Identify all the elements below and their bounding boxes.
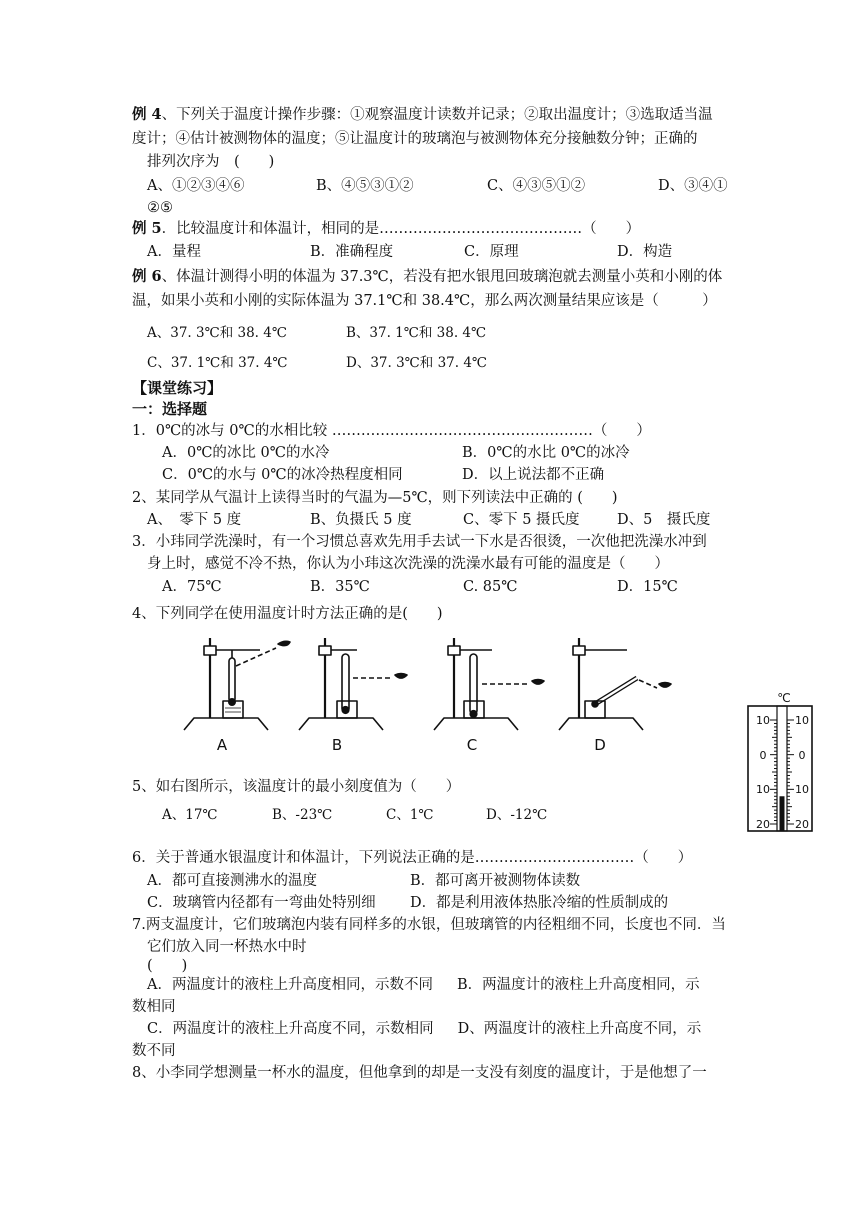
ex4-text-1: 、下列关于温度计操作步骤：①观察温度计读数并记录；②取出温度计；③选取适当温 [161, 107, 713, 123]
thermometer-figure [742, 688, 818, 834]
setup-d [559, 638, 671, 730]
q2-option-b: B、负摄氏 5 度 [310, 512, 412, 528]
scale-label-left-10: 10 [756, 714, 770, 727]
q7-line3: ( ) [147, 958, 188, 974]
q5-option-c: C、1℃ [386, 807, 434, 823]
ex5-text: ．比较温度计和体温计，相同的是……………………………………（ ） [161, 221, 641, 237]
q7-option-b-cont: 数相同 [132, 999, 176, 1015]
scale-label-right-neg20: 20 [795, 818, 809, 831]
scale-label-left-neg10: 10 [756, 783, 770, 796]
q2-option-d: D、5 摄氏度 [617, 512, 711, 528]
q6-option-d: D．都是利用液体热胀冷缩的性质制成的 [410, 895, 669, 911]
ex5-option-a: A．量程 [147, 244, 201, 260]
ex6-option-a: A、37. 3℃和 38. 4℃ [147, 325, 287, 341]
ex6-option-c: C、37. 1℃和 37. 4℃ [147, 355, 288, 371]
ex4-option-d: D、③④① [658, 178, 728, 194]
section-subtitle: 一：选择题 [132, 400, 208, 418]
q1-option-d: D．以上说法都不正确 [462, 467, 605, 483]
fig-label-a: A [216, 736, 228, 754]
scale-label-left-0: 0 [759, 749, 767, 762]
q6-question: 6．关于普通水银温度计和体温计，下列说法正确的是……………………………（ ） [132, 850, 693, 866]
q7-line1: 7.两支温度计，它们玻璃泡内装有同样多的水银，但玻璃管的内径粗细不同，长度也不同．当 [132, 917, 726, 933]
q1-option-b: B．0℃的水比 0℃的冰冷 [462, 445, 630, 461]
mercury-column [780, 796, 785, 831]
q3-line2: 身上时，感觉不冷不热，你认为小玮这次洗澡的洗澡水最有可能的温度是（ ） [147, 556, 669, 572]
q6-option-a: A．都可直接测沸水的温度 [147, 873, 317, 889]
q3-option-d: D．15℃ [617, 579, 678, 595]
q7-line2: 它们放入同一杯热水中时 [147, 939, 307, 955]
ex4-option-c: C、④③⑤①② [487, 178, 586, 194]
ex5-option-b: B．准确程度 [310, 244, 394, 260]
q2-option-c: C、零下 5 摄氏度 [463, 512, 580, 528]
ex5-question [132, 219, 640, 239]
q7-option-d-cont: 数不同 [132, 1043, 176, 1059]
q5-option-d: D、-12℃ [486, 807, 548, 823]
q7-option-c [132, 1019, 701, 1039]
q3-option-b: B．35℃ [310, 579, 370, 595]
q7-option-c-text: C．两温度计的液柱上升高度不同，示数相同 [147, 1021, 434, 1037]
q6-option-c: C．玻璃管内径都有一弯曲处特别细 [147, 895, 376, 911]
ex4-line1 [132, 105, 713, 125]
fig-label-d: D [594, 736, 606, 754]
q8-line1: 8、小李同学想测量一杯水的温度，但他拿到的却是一支没有刻度的温度计，于是他想了一 [132, 1065, 707, 1081]
q3-option-c: C. 85℃ [463, 579, 518, 595]
scale-label-right-0: 0 [798, 749, 806, 762]
q2-option-a: A、 零下 5 度 [147, 512, 242, 528]
ex6-option-b: B、37. 1℃和 38. 4℃ [346, 325, 487, 341]
ex4-line2: 度计；④估计被测物体的温度；⑤让温度计的玻璃泡与被测物体充分接触数分钟；正确的 [132, 131, 698, 147]
q4-figure [180, 628, 680, 758]
ex6-label: 例 6 [132, 268, 162, 285]
scale-label-right-neg10: 10 [795, 783, 809, 796]
q7-option-a-text: A．两温度计的液柱上升高度相同，示数不同 [147, 977, 433, 993]
q7-option-a [132, 975, 700, 995]
left-ticks [770, 720, 777, 824]
q5-question: 5、如右图所示，该温度计的最小刻度值为（ ） [132, 779, 461, 795]
ex5-option-d: D．构造 [617, 244, 673, 260]
section-title: 【课堂练习】 [132, 379, 223, 397]
q3-option-a: A．75℃ [162, 579, 222, 595]
thermometer-unit: ℃ [777, 691, 791, 705]
q7-option-b-text: B．两温度计的液柱上升高度相同，示 [456, 977, 700, 993]
ex4-line3: 排列次序为 ( ) [147, 154, 275, 170]
scale-label-left-neg20: 20 [756, 818, 770, 831]
q2-question: 2、某同学从气温计上读得当时的气温为—5℃，则下列读法中正确的 ( ) [132, 490, 618, 506]
q1-option-c: C．0℃的水与 0℃的冰冷热程度相同 [162, 467, 403, 483]
right-ticks [787, 720, 794, 824]
fig-label-c: C [466, 736, 478, 754]
scale-label-right-10: 10 [795, 714, 809, 727]
ex6-option-d: D、37. 3℃和 37. 4℃ [346, 355, 488, 371]
ex6-line1 [132, 267, 722, 287]
q5-option-a: A、17℃ [162, 807, 218, 823]
setup-c [434, 638, 544, 730]
ex4-option-b: B、④⑤③①② [316, 178, 414, 194]
ex6-text-1: 、体温计测得小明的体温为 37.3℃，若没有把水银甩回玻璃泡就去测量小英和小刚的体 [161, 269, 723, 285]
q5-option-b: B、-23℃ [272, 807, 333, 823]
ex5-option-c: C．原理 [464, 244, 519, 260]
q3-line1: 3．小玮同学洗澡时，有一个习惯总喜欢先用手去试一下水是否很烫，一次他把洗澡水冲到 [132, 534, 707, 550]
q6-option-b: B．都可离开被测物体读数 [410, 873, 581, 889]
setup-a [184, 638, 290, 730]
ex5-label: 例 5 [132, 220, 162, 237]
fig-label-b: B [331, 736, 343, 754]
q4-question: 4、下列同学在使用温度计时方法正确的是( ) [132, 606, 443, 622]
q1-option-a: A．0℃的冰比 0℃的水冷 [162, 445, 330, 461]
q7-option-d-text: D、两温度计的液柱上升高度不同，示 [457, 1021, 702, 1037]
ex4-option-d-cont: ②⑤ [147, 200, 173, 216]
ex4-option-a: A、①②③④⑥ [147, 178, 245, 194]
ex4-label: 例 4 [132, 106, 162, 123]
ex6-line2: 温，如果小英和小刚的实际体温为 37.1℃和 38.4℃，那么两次测量结果应该是（ ） [132, 293, 717, 309]
q1-question: 1．0℃的冰与 0℃的水相比较 ………………………………………………（ ） [132, 423, 651, 439]
setup-b [299, 638, 407, 730]
